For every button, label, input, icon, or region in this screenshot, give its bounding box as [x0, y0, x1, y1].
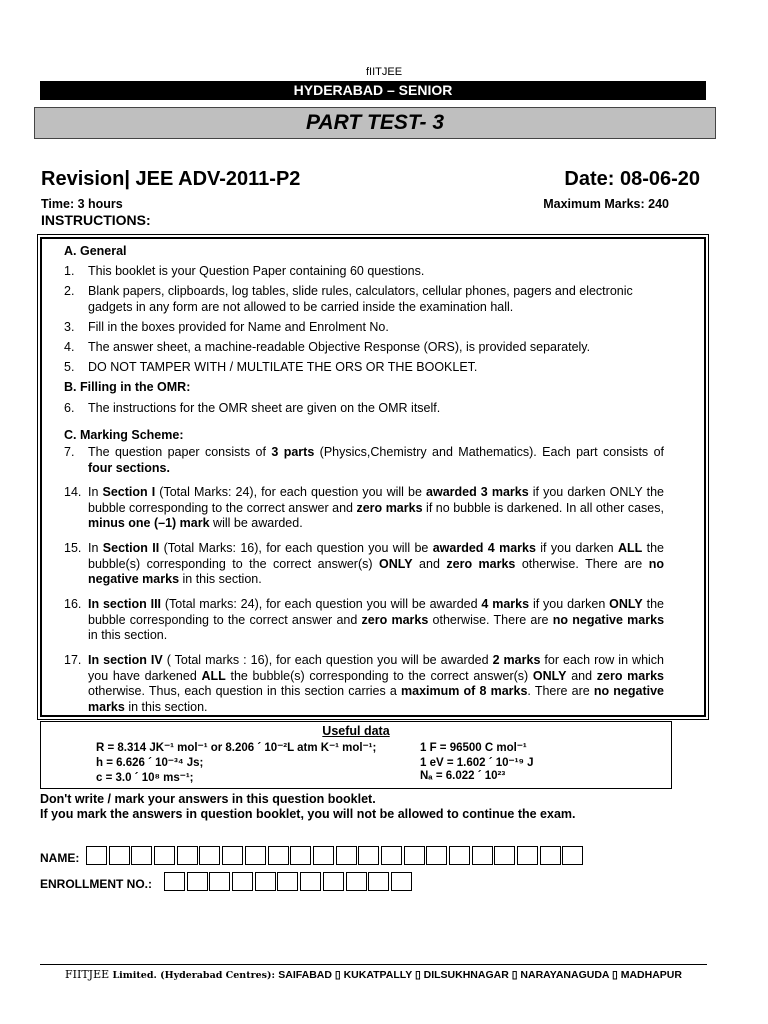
name-char-box[interactable]: [540, 846, 561, 865]
name-char-box[interactable]: [199, 846, 220, 865]
name-char-box[interactable]: [426, 846, 447, 865]
useful-data-box: [40, 721, 672, 789]
footer-divider: [40, 964, 707, 965]
enrollment-char-box[interactable]: [346, 872, 367, 891]
enrollment-char-box[interactable]: [164, 872, 185, 891]
enrollment-char-box[interactable]: [187, 872, 208, 891]
brand-name: fIITJEE: [365, 66, 403, 78]
warning-line-1: Don't write / mark your answers in this question booklet.: [40, 792, 376, 806]
name-char-box[interactable]: [494, 846, 515, 865]
center-banner: HYDERABAD – SENIOR: [40, 81, 706, 100]
gas-constant: R = 8.314 JK⁻¹ mol⁻¹ or 8.206 ´ 10⁻²L atm K⁻¹ mol⁻¹;: [96, 742, 377, 754]
name-char-box[interactable]: [562, 846, 583, 865]
enrollment-char-box[interactable]: [300, 872, 321, 891]
electron-volt: 1 eV = 1.602 ´ 10⁻¹⁹ J: [420, 757, 534, 769]
max-marks: Maximum Marks: 240: [543, 197, 669, 211]
name-boxes[interactable]: [86, 846, 585, 865]
enrollment-char-box[interactable]: [391, 872, 412, 891]
name-char-box[interactable]: [404, 846, 425, 865]
name-char-box[interactable]: [381, 846, 402, 865]
enrollment-label: ENROLLMENT NO.:: [40, 877, 152, 891]
enrollment-boxes[interactable]: [164, 872, 414, 891]
instructions-box: A. General 1. This booklet is your Question Paper containing 60 questions. 2. Blank papers, clipboards, log tables, slide rules, calculators, cellular phones, pagers and electronic gadgets in any form are not allowed to be carried inside the examination hall. 3. Fill in the boxes provided for Name and Enrolment No. 4. The answer sheet, a machine-readable Objective Response (ORS), is provided separately. 5. DO NOT TAMPER WITH / MULTILATE THE ORS OR THE BOOKLET. B. Filling in the OMR: 6. The instructions for the OMR sheet are given on the OMR itself. C. Marking Scheme: 7. The question paper consists of 3 parts (Physics,Chemistry and Mathematics). Each part consists of four sections. 14. In Section I (Total Marks: 24), for each question you will be awarded 3 marks if you darken ONLY the bubble corresponding to the correct answer and zero marks if no bubble is darkened. In all other cases, minus one (–1) mark will be awarded. 15. In Section II (Total Marks: 16), for each question you will be awarded 4 marks if you darken ALL the bubble(s) corresponding to the correct answer(s) ONLY and zero marks otherwise. There are no negative marks in this section. 16. In section III (Total marks: 24), for each question you will be awarded 4 marks if you darken ONLY the bubble corresponding to the correct answer and zero marks otherwise. There are no negative marks in this section. 17. In section IV ( Total marks : 16), for each question you will be awarded 2 marks for each row in which you have darkened ALL the bubble(s) corresponding to the correct answer(s) ONLY and zero marks otherwise. Thus, each question in this section carries a maximum of 8 marks. There are no negative marks in this section.: [40, 237, 706, 717]
enrollment-char-box[interactable]: [277, 872, 298, 891]
name-char-box[interactable]: [131, 846, 152, 865]
section-omr-heading: B. Filling in the OMR:: [64, 380, 191, 394]
enrollment-char-box[interactable]: [255, 872, 276, 891]
name-char-box[interactable]: [358, 846, 379, 865]
exam-duration: Time: 3 hours: [41, 197, 123, 211]
footer-locations: SAIFABAD ▯ KUKATPALLY ▯ DILSUKHNAGAR ▯ NARAYANAGUDA ▯ MADHAPUR: [278, 969, 682, 981]
name-char-box[interactable]: [290, 846, 311, 865]
section-marking-heading: C. Marking Scheme:: [64, 428, 184, 442]
enrollment-char-box[interactable]: [368, 872, 389, 891]
name-char-box[interactable]: [449, 846, 470, 865]
name-char-box[interactable]: [109, 846, 130, 865]
name-char-box[interactable]: [177, 846, 198, 865]
exam-title: Revision| JEE ADV-2011-P2: [41, 168, 301, 190]
footer-brand: FIITJEE: [65, 968, 110, 981]
enrollment-char-box[interactable]: [232, 872, 253, 891]
exam-date: Date: 08-06-20: [564, 168, 700, 190]
planck-constant: h = 6.626 ´ 10⁻³⁴ Js;: [96, 757, 204, 769]
name-char-box[interactable]: [86, 846, 107, 865]
useful-data-title: Useful data: [322, 724, 390, 738]
name-char-box[interactable]: [245, 846, 266, 865]
part-test-title: PART TEST- 3: [34, 107, 716, 139]
enrollment-char-box[interactable]: [323, 872, 344, 891]
instructions-heading: INSTRUCTIONS:: [41, 212, 151, 228]
name-char-box[interactable]: [268, 846, 289, 865]
speed-of-light: c = 3.0 ´ 10⁸ ms⁻¹;: [96, 772, 194, 784]
footer: FIITJEE Limited. (Hyderabad Centres): SAIFABAD ▯ KUKATPALLY ▯ DILSUKHNAGAR ▯ NARAYANAGUDA ▯ MADHAPUR: [65, 968, 682, 981]
name-char-box[interactable]: [472, 846, 493, 865]
warning-line-2: If you mark the answers in question booklet, you will not be allowed to continue the exam.: [40, 807, 576, 821]
avogadro-number: Nₐ = 6.022 ´ 10²³: [420, 770, 506, 782]
enrollment-char-box[interactable]: [209, 872, 230, 891]
name-label: NAME:: [40, 851, 80, 865]
faraday-constant: 1 F = 96500 C mol⁻¹: [420, 742, 527, 754]
name-char-box[interactable]: [517, 846, 538, 865]
name-char-box[interactable]: [336, 846, 357, 865]
name-char-box[interactable]: [222, 846, 243, 865]
name-char-box[interactable]: [313, 846, 334, 865]
name-char-box[interactable]: [154, 846, 175, 865]
section-general-heading: A. General: [64, 244, 127, 258]
